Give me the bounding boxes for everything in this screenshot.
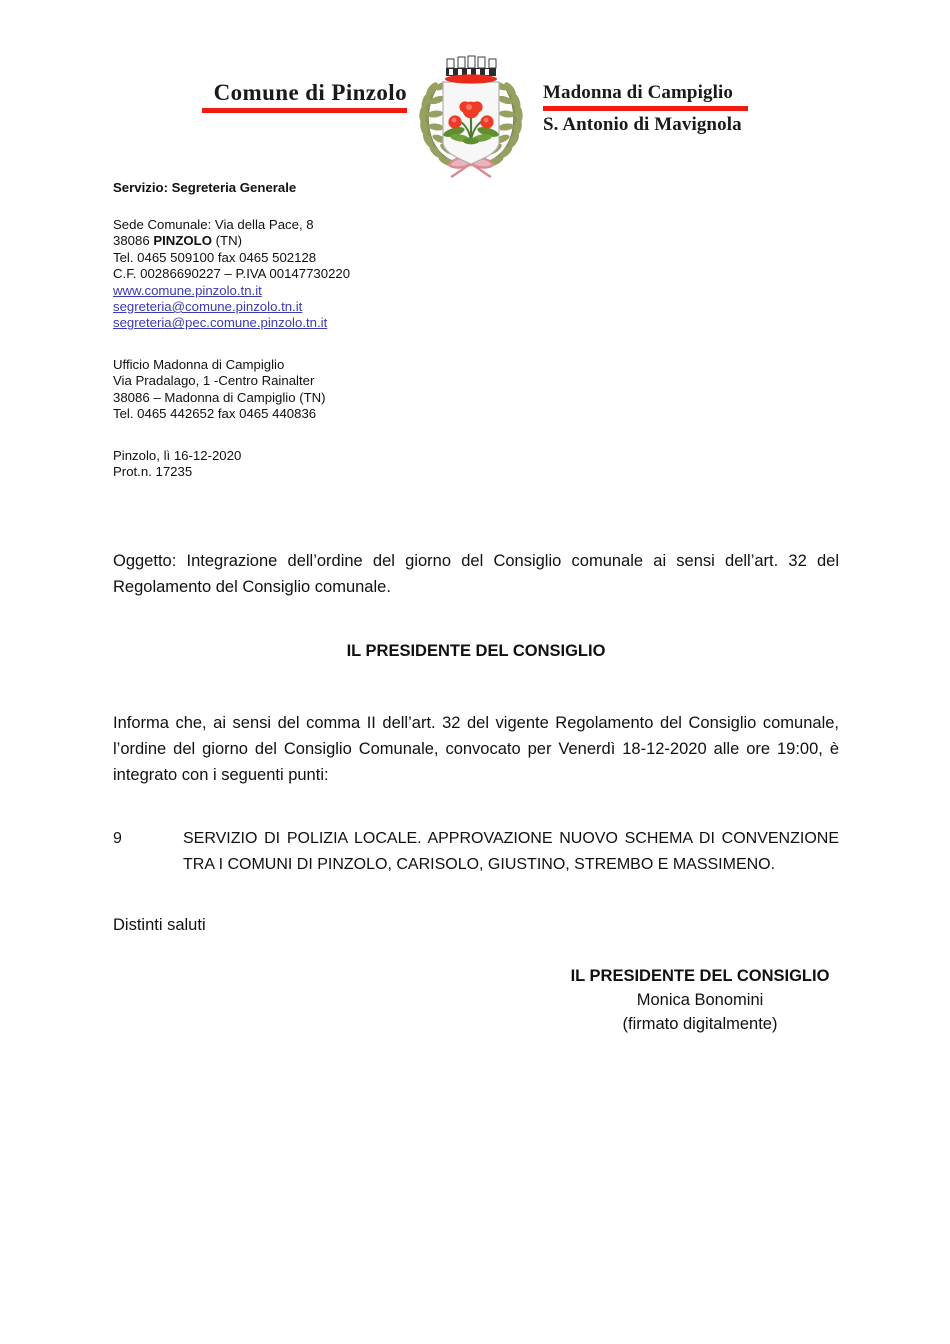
- frazione-name-2: S. Antonio di Mavignola: [543, 113, 742, 135]
- address-branch-line1: Ufficio Madonna di Campiglio: [113, 357, 285, 372]
- municipality-name: Comune di Pinzolo: [213, 80, 407, 105]
- address-branch-line2: Via Pradalago, 1 -Centro Rainalter: [113, 373, 315, 389]
- email-link[interactable]: segreteria@comune.pinzolo.tn.it: [113, 299, 303, 315]
- signature-name: Monica Bonomini: [636, 991, 764, 1009]
- address-main-city: PINZOLO: [153, 233, 212, 249]
- signature-title: IL PRESIDENTE DEL CONSIGLIO: [570, 967, 830, 985]
- protocol-block: [113, 448, 241, 481]
- address-main-line1: Sede Comunale: Via della Pace, 8: [113, 217, 314, 232]
- agenda-item: [113, 826, 839, 878]
- letterhead: [0, 48, 950, 183]
- signature-block: [490, 964, 910, 1036]
- pec-email-link[interactable]: segreteria@pec.comune.pinzolo.tn.it: [113, 315, 328, 331]
- letterhead-left: [185, 48, 407, 116]
- protocol-number: Prot.n. 17235: [113, 464, 193, 480]
- address-main: [113, 217, 350, 332]
- address-main-vat: C.F. 00286690227 – P.IVA 00147730220: [113, 266, 351, 282]
- red-rule-left: [202, 108, 407, 113]
- subject-paragraph: Oggetto: Integrazione dell’ordine del giorno del Consiglio comunale ai sensi dell’art. 32 del Regolamento del Consiglio comunale.: [113, 552, 839, 596]
- address-main-province: (TN): [211, 233, 242, 249]
- address-main-phone: Tel. 0465 509100 fax 0465 502128: [113, 249, 317, 265]
- coat-of-arms-icon: [413, 48, 529, 178]
- place-and-date: Pinzolo, lì 16-12-2020: [113, 448, 242, 463]
- service-label: [113, 180, 296, 196]
- letterhead-right: [535, 48, 765, 136]
- website-link[interactable]: www.comune.pinzolo.tn.it: [113, 282, 262, 298]
- service-label-text: Servizio: Segreteria Generale: [113, 180, 297, 195]
- agenda-item-number: 9: [113, 830, 122, 847]
- closing-greeting: Distinti saluti: [113, 916, 206, 934]
- red-rule-right: [543, 106, 748, 111]
- address-branch-line3: 38086 – Madonna di Campiglio (TN): [113, 389, 326, 405]
- address-branch-line4: Tel. 0465 442652 fax 0465 440836: [113, 406, 317, 422]
- address-main-cap-prefix: 38086: [113, 233, 154, 249]
- signature-note: (firmato digitalmente): [622, 1015, 778, 1033]
- address-main-line2: [113, 233, 350, 249]
- agenda-item-text: SERVIZIO DI POLIZIA LOCALE. APPROVAZIONE NUOVO SCHEMA DI CONVENZIONE TRA I COMUNI DI PINZOLO, CARISOLO, GIUSTINO, STREMBO E MASSIMENO.: [183, 830, 839, 873]
- intro-paragraph: Informa che, ai sensi del comma II dell’art. 32 del vigente Regolamento del Consiglio comunale, l’ordine del giorno del Consiglio Comunale, convocato per Venerdì 18-12-2020 alle ore 19:00, è integrato con i seguenti punti:: [113, 714, 839, 784]
- page-title: IL PRESIDENTE DEL CONSIGLIO: [346, 642, 606, 660]
- frazione-name-1: Madonna di Campiglio: [543, 82, 733, 103]
- address-branch: [113, 357, 326, 423]
